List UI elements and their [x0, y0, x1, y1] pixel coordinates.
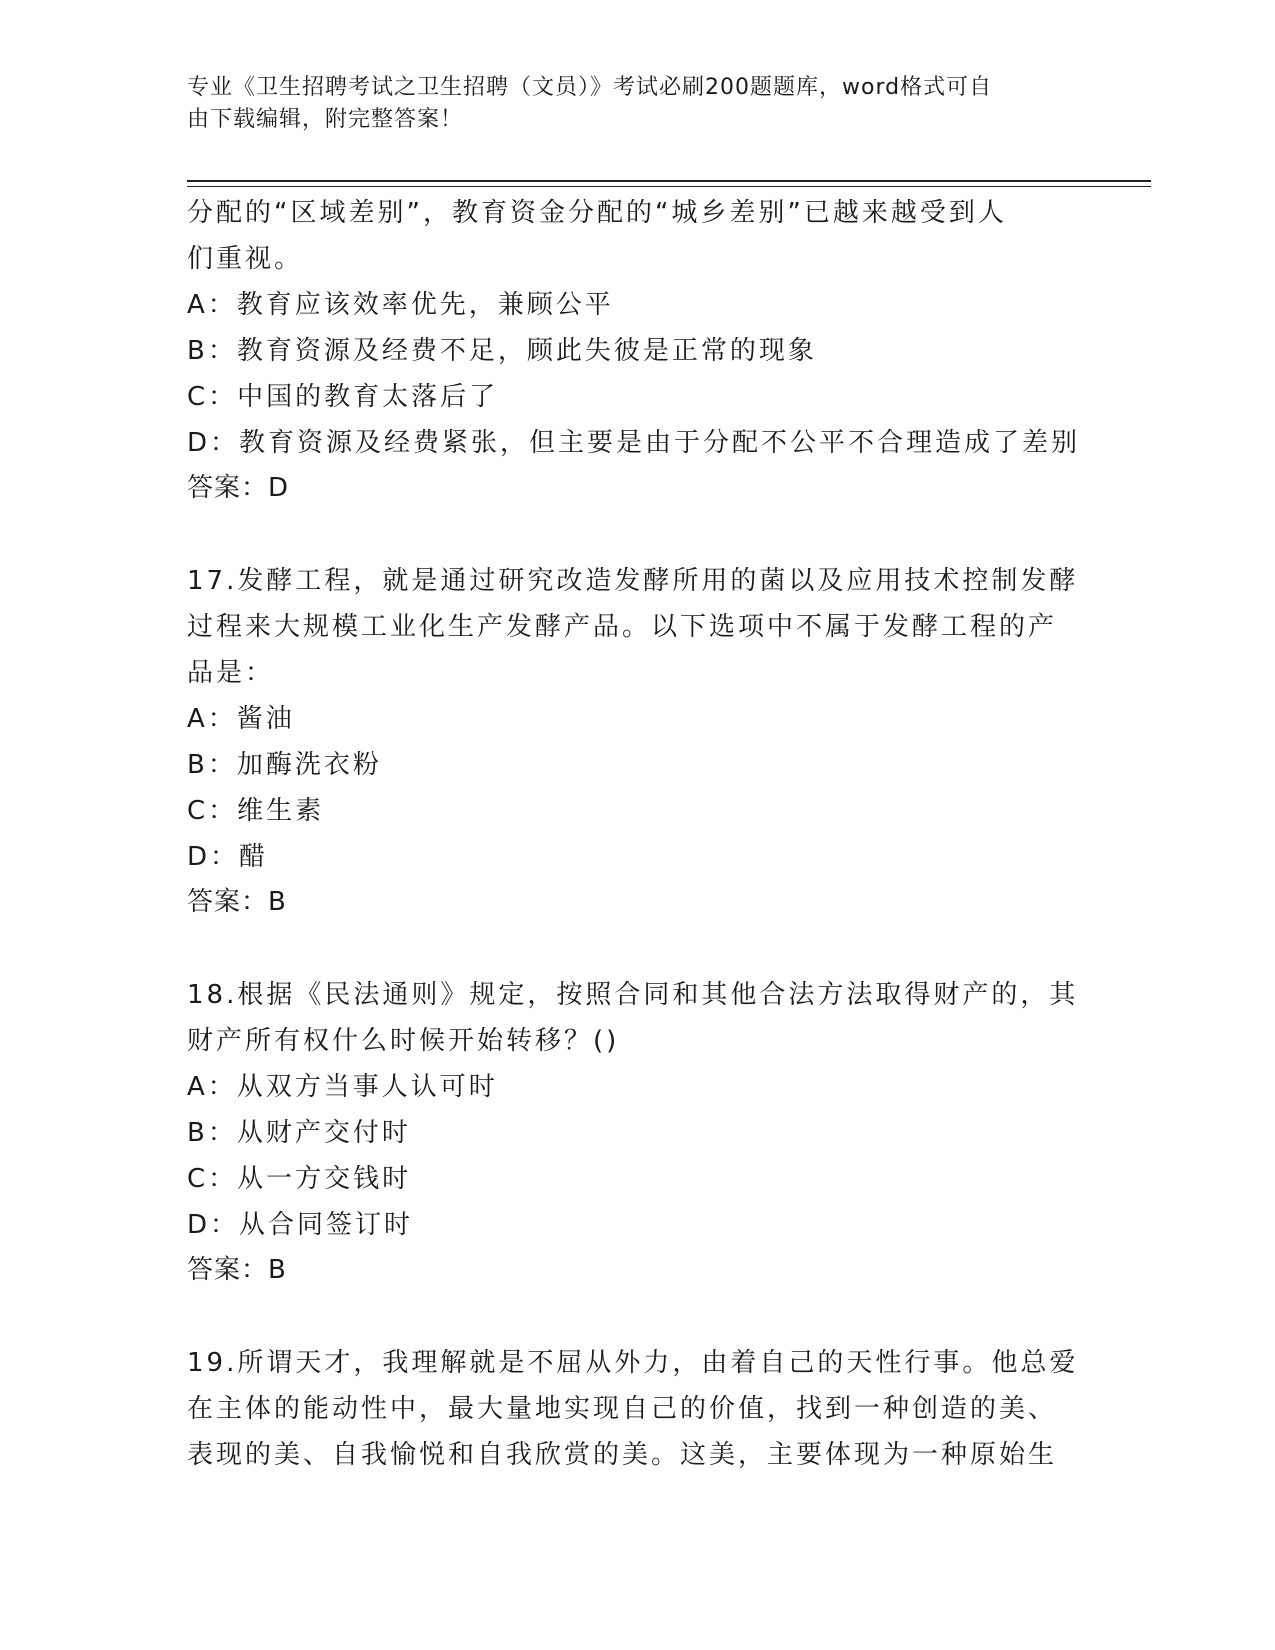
option-b: B：教育资源及经费不足，顾此失彼是正常的现象 [187, 336, 817, 366]
question-stem: 19.所谓天才，我理解就是不屈从外力，由着自己的天性行事。他总爱 [187, 1348, 1079, 1378]
question-16 [187, 190, 1087, 510]
question-19 [187, 1340, 1087, 1478]
question-stem: 们重视。 [187, 244, 304, 274]
answer-line: 答案：B [187, 1255, 287, 1285]
question-content [187, 190, 1087, 1478]
answer-line: 答案：D [187, 473, 290, 503]
header-line-1: 专业《卫生招聘考试之卫生招聘（文员）》考试必刷200题题库，word格式可自 [187, 75, 993, 100]
question-stem: 财产所有权什么时候开始转移？() [187, 1026, 620, 1056]
option-c: C：维生素 [187, 796, 325, 826]
question-stem: 过程来大规模工业化生产发酵产品。以下选项中不属于发酵工程的产 [187, 612, 1058, 642]
answer-line: 答案：B [187, 887, 287, 917]
option-d: D：醋 [187, 842, 269, 872]
option-b: B：从财产交付时 [187, 1118, 411, 1148]
option-c: C：中国的教育太落后了 [187, 382, 499, 412]
question-stem: 表现的美、自我愉悦和自我欣赏的美。这美，主要体现为一种原始生 [187, 1440, 1058, 1470]
question-spacer [187, 1292, 1087, 1340]
header-divider-thick [187, 180, 1151, 182]
question-17 [187, 558, 1087, 924]
question-spacer [187, 510, 1087, 558]
question-stem: 品是： [187, 658, 275, 688]
option-a: A：从双方当事人认可时 [187, 1072, 498, 1102]
question-stem: 17.发酵工程，就是通过研究改造发酵所用的菌以及应用技术控制发酵 [187, 566, 1079, 596]
question-stem: 在主体的能动性中，最大量地实现自己的价值，找到一种创造的美、 [187, 1394, 1058, 1424]
option-a: A：酱油 [187, 704, 295, 734]
option-c: C：从一方交钱时 [187, 1164, 412, 1194]
option-b: B：加酶洗衣粉 [187, 750, 382, 780]
option-d: D：从合同签订时 [187, 1210, 414, 1240]
document-header [187, 72, 1067, 136]
header-line-2: 由下载编辑，附完整答案！ [187, 107, 464, 132]
question-18 [187, 972, 1087, 1292]
question-stem: 分配的“区域差别”，教育资金分配的“城乡差别”已越来越受到人 [187, 198, 1007, 228]
question-stem: 18.根据《民法通则》规定，按照合同和其他合法方法取得财产的，其 [187, 980, 1079, 1010]
header-divider-thin [187, 186, 1151, 187]
option-a: A：教育应该效率优先，兼顾公平 [187, 290, 614, 320]
question-spacer [187, 924, 1087, 972]
option-d: D：教育资源及经费紧张，但主要是由于分配不公平不合理造成了差别 [187, 428, 1081, 458]
